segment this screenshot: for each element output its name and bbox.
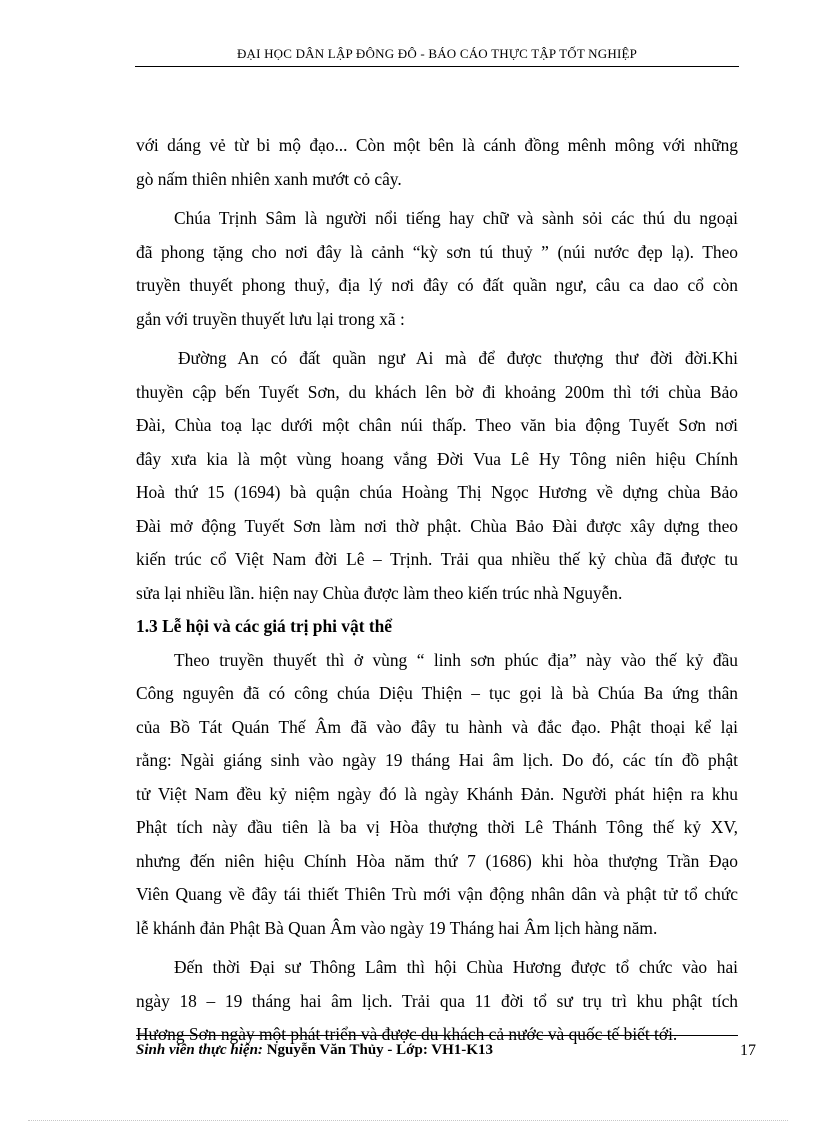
body-line: Đài, Chùa toạ lạc dưới một chân núi thấp. Theo văn bia động Tuyết Sơn nơi	[136, 415, 738, 435]
header-title: ĐẠI HỌC DÂN LẬP ĐÔNG ĐÔ - BÁO CÁO THỰC TẬP TỐT NGHIỆP	[236, 46, 638, 61]
page-edge	[28, 1120, 788, 1121]
body-line: của Bồ Tát Quán Thế Âm đã vào đây tu hành và đắc đạo. Phật thoại kể lại	[136, 716, 738, 737]
body-line: truyền thuyết phong thuỷ, địa lý nơi đây có đất quần ngư, câu ca dao cổ còn	[136, 275, 738, 295]
body-line: tử Việt Nam đều kỷ niệm ngày đó là ngày Khánh Đản. Người phát hiện ra khu	[136, 783, 738, 804]
body-line: Chúa Trịnh Sâm là người nổi tiếng hay chữ và sành sỏi các thú du ngoại	[174, 208, 738, 228]
body-line: nhưng đến niên hiệu Chính Hòa năm thứ 7 (1686) khi hòa thượng Trần Đạo	[136, 850, 738, 871]
body-line: Hương Sơn ngày một phát triển và được du khách cả nước và quốc tế biết tới.	[136, 1024, 678, 1044]
footer-label: Sinh viên thực hiện:	[136, 1042, 263, 1058]
body-line: Theo truyền thuyết thì ở vùng “ linh sơn phúc địa” này vào thế kỷ đầu	[174, 649, 738, 670]
body-line: Công nguyên đã có công chúa Diệu Thiện – tục gọi là bà Chúa Ba ứng thân	[136, 683, 738, 703]
document-body	[136, 129, 738, 1052]
page-header	[135, 46, 739, 67]
body-line: rằng: Ngài giáng sinh vào ngày 19 tháng Hai âm lịch. Do đó, các tín đồ phật	[136, 750, 738, 770]
body-line: đây xưa kia là một vùng hoang vắng Đời Vua Lê Hy Tông niên hiệu Chính	[136, 448, 738, 469]
page-footer	[136, 1042, 756, 1059]
body-line: với dáng vẻ từ bi mộ đạo... Còn một bên là cánh đồng mênh mông với những	[136, 135, 738, 155]
footer-divider	[136, 1035, 738, 1036]
body-line: Phật tích này đầu tiên là ba vị Hòa thượng thời Lê Thánh Tông thế kỷ XV,	[136, 817, 738, 837]
body-line: gò nấm thiên nhiên xanh mướt cỏ cây.	[136, 168, 402, 189]
section-heading: 1.3 Lễ hội và các giá trị phi vật thể	[136, 616, 393, 636]
footer-student: Nguyễn Văn Thủy - Lớp: VH1-K13	[266, 1042, 493, 1058]
body-line: gắn với truyền thuyết lưu lại trong xã :	[136, 308, 405, 329]
body-line: đã phong tặng cho nơi đây là cảnh “kỳ sơn tú thuỷ ” (núi nước đẹp lạ). Theo	[136, 241, 738, 262]
body-line: Hoà thứ 15 (1694) bà quận chúa Hoàng Thị Ngọc Hương về dựng chùa Bảo	[136, 482, 738, 502]
body-line: thuyền cập bến Tuyết Sơn, du khách lên bờ đi khoảng 200m thì tới chùa Bảo	[136, 381, 738, 402]
body-line: ngày 18 – 19 tháng hai âm lịch. Trải qua 11 đời tổ sư trụ trì khu phật tích	[136, 990, 738, 1011]
body-line: Đường An có đất quần ngư Ai mà để được thượng thư đời đời.Khi	[178, 348, 738, 368]
body-line: Viên Quang về đây tái thiết Thiên Trù mới vận động nhân dân và phật tử tổ chức	[136, 884, 738, 904]
body-line: sửa lại nhiều lần. hiện nay Chùa được làm theo kiến trúc nhà Nguyễn.	[136, 582, 623, 603]
body-line: Đến thời Đại sư Thông Lâm thì hội Chùa Hương được tổ chức vào hai	[174, 957, 738, 977]
body-line: kiến trúc cổ Việt Nam đời Lê – Trịnh. Trải qua nhiều thế kỷ chùa đã được tu	[136, 549, 738, 569]
body-line: lễ khánh đản Phật Bà Quan Âm vào ngày 19 Tháng hai Âm lịch hàng năm.	[136, 917, 658, 938]
page-number: 17	[740, 1042, 756, 1059]
body-line: Đài mở động Tuyết Sơn làm nơi thờ phật. Chùa Bảo Đài được xây dựng theo	[136, 515, 738, 536]
